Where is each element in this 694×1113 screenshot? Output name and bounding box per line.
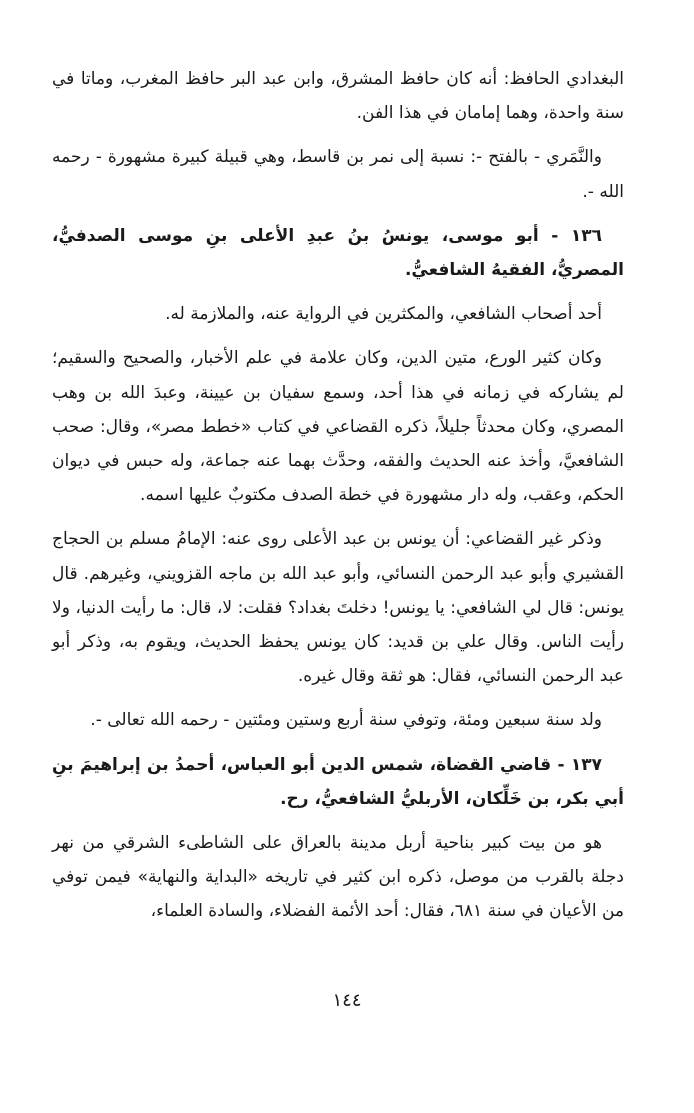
page-body	[52, 62, 624, 937]
entry-heading-137: ١٣٧ - قاضي القضاة، شمس الدين أبو العباس، أحمدُ بن إبراهيمَ بنِ أبي بكر، بن خَلِّكان، الأربليُّ الشافعيُّ، رح.	[52, 754, 624, 809]
paragraph-1: البغدادي الحافظ: أنه كان حافظ المشرق، وابن عبد البر حافظ المغرب، وماتا في سنة واحدة، وهما إمامان في هذا الفن.	[52, 69, 624, 124]
paragraph-6: وذكر غير القضاعي: أن يونس بن عبد الأعلى روى عنه: الإمامُ مسلم بن الحجاج القشيري وأبو عبد الرحمن النسائي، وأبو عبد الله بن ماجه القزويني، وغيرهم. قال يونس: قال لي الشافعي: يا يونس! دخلتَ بغداد؟ فقلت: لا، قال: ما رأيت الدنيا، ولا رأيت الناس. وقال علي بن قديد: كان يونس يحفظ الحديث، ويقوم به، وذكر أبو عبد الرحمن النسائي، فقال: هو ثقة وقال غيره.	[52, 529, 624, 687]
paragraph-7: ولد سنة سبعين ومئة، وتوفي سنة أربع وستين ومئتين - رحمه الله تعالى -.	[90, 710, 602, 731]
paragraph-2: والنَّمَري - بالفتح -: نسبة إلى نمر بن قاسط، وهي قبيلة كبيرة مشهورة - رحمه الله -.	[52, 147, 624, 202]
page-number: ١٤٤	[332, 990, 362, 1011]
paragraph-9: هو من بيت كبير بناحية أربل مدينة بالعراق على الشاطىء الشرقي من نهر دجلة بالقرب من موصل، ذكره ابن كثير في تاريخه «البداية والنهاية» فيمن توفي من الأعيان في سنة ٦٨١، فقال: أحد الأئمة الفضلاء، والسادة العلماء،	[52, 833, 624, 922]
paragraph-4: أحد أصحاب الشافعي، والمكثرين في الرواية عنه، والملازمة له.	[165, 304, 602, 325]
entry-heading-136: ١٣٦ - أبو موسى، يونسُ بنُ عبدِ الأعلى بنِ موسى الصدفيُّ، المصريُّ، الفقيهُ الشافعيُّ.	[52, 225, 624, 281]
paragraph-5: وكان كثير الورع، متين الدين، وكان علامة في علم الأخبار، والصحيح والسقيم؛ لم يشاركه في زمانه في هذا أحد، وسمع سفيان بن عيينة، وعبدَ الله بن وهب المصري، وكان محدثاً جليلاً، ذكره القضاعي في كتاب «خطط مصر»، وقال: صحب الشافعيَّ، وأخذ عنه الحديث والفقه، وحدَّث بهما عنه جماعة، وله حبس في ديوان الحكم، وعقب، وله دار مشهورة في خطة الصدف مكتوبٌ عليها اسمه.	[52, 348, 624, 506]
